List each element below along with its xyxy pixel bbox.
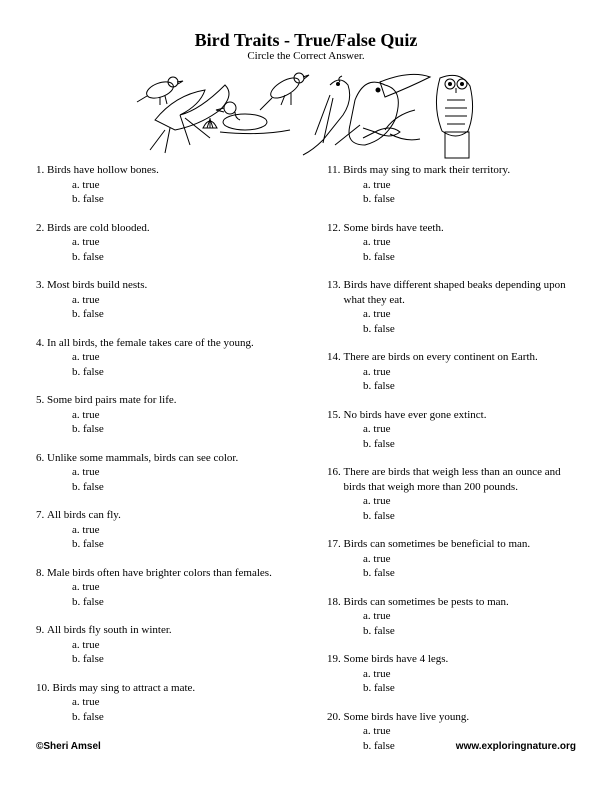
question-item <box>327 221 577 265</box>
gull-drawing <box>150 85 229 153</box>
question-number: 16. <box>327 466 341 478</box>
option-b[interactable]: b. false <box>363 322 395 335</box>
swallow-drawing <box>363 110 420 140</box>
question-text: Birds can sometimes be beneficial to man. <box>343 538 531 550</box>
option-b[interactable]: b. false <box>72 710 104 723</box>
option-b[interactable]: b. false <box>72 538 104 550</box>
option-a[interactable]: a. true <box>72 293 100 306</box>
question-text: There are birds on every continent on Earth. <box>343 351 538 363</box>
question-text: Birds may sing to attract a mate. <box>52 681 196 694</box>
owl-drawing <box>436 75 472 158</box>
question-item <box>327 350 577 394</box>
question-text: Male birds often have brighter colors than females. <box>47 566 272 579</box>
question-number: 5. <box>36 394 45 406</box>
question-item <box>36 566 306 610</box>
option-b[interactable]: b. false <box>72 653 104 665</box>
parrot-drawing <box>303 76 350 155</box>
bird-illustration <box>135 60 480 160</box>
question-number: 7. <box>36 509 45 521</box>
songbird-drawing <box>260 73 309 110</box>
option-b[interactable]: b. false <box>72 595 104 608</box>
option-a[interactable]: a. true <box>72 351 100 363</box>
question-item <box>327 163 577 207</box>
option-b[interactable]: b. false <box>72 308 104 320</box>
question-text: No birds have ever gone extinct. <box>343 408 487 421</box>
question-text: Birds have different shaped beaks depending upon what they eat. <box>343 279 566 306</box>
question-number: 4. <box>36 336 45 349</box>
question-text: Some birds have live young. <box>343 710 470 723</box>
question-text: Most birds build nests. <box>47 279 148 291</box>
question-item <box>36 278 306 322</box>
question-text: Some bird pairs mate for life. <box>47 394 177 406</box>
question-number: 20. <box>327 710 341 723</box>
question-number: 11. <box>327 164 341 176</box>
option-a[interactable]: a. true <box>72 523 100 536</box>
question-number: 12. <box>327 221 341 234</box>
question-text: All birds can fly. <box>47 509 121 521</box>
option-a[interactable]: a. true <box>363 725 391 737</box>
question-item <box>36 163 306 207</box>
question-number: 19. <box>327 653 341 665</box>
option-a[interactable]: a. true <box>363 423 391 435</box>
option-b[interactable]: b. false <box>363 682 395 694</box>
option-b[interactable]: b. false <box>363 739 395 752</box>
question-number: 13. <box>327 279 341 291</box>
option-b[interactable]: b. false <box>72 423 104 435</box>
question-text: Some birds have teeth. <box>343 221 444 234</box>
option-a[interactable]: a. true <box>363 495 391 507</box>
option-b[interactable]: b. false <box>363 380 395 392</box>
question-item <box>327 537 577 581</box>
option-b[interactable]: b. false <box>363 509 395 522</box>
question-text: Unlike some mammals, birds can see color. <box>47 451 239 464</box>
option-a[interactable]: a. true <box>72 178 100 191</box>
instructions: Circle the Correct Answer. <box>247 50 365 62</box>
question-item <box>36 681 306 725</box>
question-item <box>327 465 577 523</box>
question-text: All birds fly south in winter. <box>47 624 172 636</box>
option-a[interactable]: a. true <box>363 178 391 191</box>
question-text: Birds can sometimes be pests to man. <box>343 595 509 608</box>
question-text: Some birds have 4 legs. <box>343 653 449 665</box>
question-text: Birds have hollow bones. <box>47 164 159 176</box>
question-text: Birds are cold blooded. <box>47 221 150 234</box>
copyright-notice: ©Sheri Amsel <box>36 741 101 752</box>
option-a[interactable]: a. true <box>72 581 100 593</box>
question-item <box>327 595 577 639</box>
option-a[interactable]: a. true <box>72 638 100 651</box>
question-number: 9. <box>36 624 45 636</box>
question-text: In all birds, the female takes care of the young. <box>47 336 254 349</box>
question-number: 15. <box>327 408 341 421</box>
option-b[interactable]: b. false <box>72 365 104 378</box>
option-b[interactable]: b. false <box>363 624 395 637</box>
option-a[interactable]: a. true <box>363 610 391 622</box>
question-item <box>36 221 306 265</box>
questions-column-left <box>36 163 306 738</box>
option-b[interactable]: b. false <box>363 567 395 579</box>
duck-drawing <box>216 102 290 134</box>
question-number: 8. <box>36 566 45 579</box>
option-a[interactable]: a. true <box>72 696 100 708</box>
option-a[interactable]: a. true <box>363 236 391 248</box>
option-a[interactable]: a. true <box>363 365 391 378</box>
option-b[interactable]: b. false <box>72 250 104 263</box>
question-number: 10. <box>36 681 50 694</box>
option-a[interactable]: a. true <box>72 466 100 478</box>
questions-column-right <box>327 163 577 767</box>
option-a[interactable]: a. true <box>363 552 391 565</box>
option-b[interactable]: b. false <box>363 250 395 263</box>
option-b[interactable]: b. false <box>72 480 104 493</box>
question-item <box>36 508 306 552</box>
question-number: 3. <box>36 279 45 291</box>
question-item <box>36 336 306 380</box>
option-b[interactable]: b. false <box>72 193 104 205</box>
question-item <box>327 408 577 452</box>
question-item <box>36 393 306 437</box>
toucan-drawing <box>335 74 430 145</box>
question-number: 17. <box>327 538 341 550</box>
option-a[interactable]: a. true <box>72 408 100 421</box>
question-text: Birds may sing to mark their territory. <box>343 164 511 176</box>
page-title: Bird Traits - True/False Quiz <box>194 30 418 50</box>
question-number: 14. <box>327 351 341 363</box>
option-b[interactable]: b. false <box>363 193 395 205</box>
question-item <box>36 451 306 495</box>
option-a[interactable]: a. true <box>72 236 100 248</box>
question-number: 18. <box>327 595 341 608</box>
question-item <box>36 623 306 667</box>
question-number: 2. <box>36 221 45 234</box>
question-text: There are birds that weigh less than an ounce and birds that weigh more than 200 pounds. <box>343 466 561 493</box>
option-a[interactable]: a. true <box>363 308 391 320</box>
question-item <box>327 278 577 336</box>
question-item <box>327 652 577 696</box>
question-number: 6. <box>36 451 45 464</box>
option-a[interactable]: a. true <box>363 667 391 680</box>
option-b[interactable]: b. false <box>363 437 395 450</box>
question-number: 1. <box>36 164 45 176</box>
website-link[interactable]: www.exploringnature.org <box>455 741 576 752</box>
